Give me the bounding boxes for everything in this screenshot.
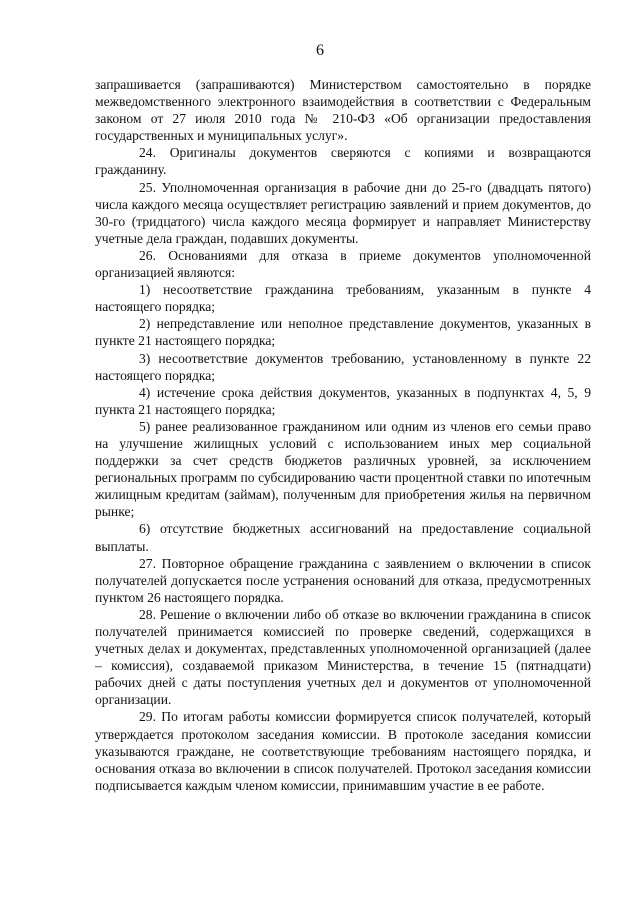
- paragraph-28: 28. Решение о включении либо об отказе во включении гражданина в список получателей принимается комиссией по проверке сведений, содержащихся в учетных делах и документах, представленных уполномоченной организацией (далее – комиссия), создаваемой приказом Министерства, в течение 15 (пятнадцати) рабочих дней с даты поступления учетных дел и документов от уполномоченной организации.: [95, 606, 591, 708]
- list-item-5: 5) ранее реализованное гражданином или одним из членов его семьи право на улучшение жилищных условий с использованием иных мер социальной поддержки за счет средств бюджетов различных уровней, за исключением региональных программ по субсидированию части процентной ставки по ипотечным жилищным кредитам (займам), полученным для приобретения жилья на первичном рынке;: [95, 418, 591, 520]
- list-item-1: 1) несоответствие гражданина требованиям, указанным в пункте 4 настоящего порядка;: [95, 282, 591, 315]
- list-item-3: 3) несоответствие документов требованию, установленному в пункте 22 настоящего порядка;: [95, 350, 591, 383]
- list-item-2: 2) непредставление или неполное представление документов, указанных в пункте 21 настоящего порядка;: [95, 316, 591, 349]
- page-number: 6: [316, 42, 324, 59]
- paragraph-29: 29. По итогам работы комиссии формируется список получателей, который утверждается протоколом заседания комиссии. В протоколе заседания комиссии указываются граждане, не соответствующие требованиям настоящего порядка, и основания отказа во включении в список получателей. Протокол заседания комиссии подписывается каждым членом комиссии, принимавшим участие в ее работе.: [95, 709, 591, 793]
- paragraph-24: 24. Оригиналы документов сверяются с копиями и возвращаются гражданину.: [95, 145, 591, 178]
- list-item-4: 4) истечение срока действия документов, указанных в подпунктах 4, 5, 9 пункта 21 настоящего порядка;: [95, 384, 591, 417]
- list-item-6: 6) отсутствие бюджетных ассигнований на предоставление социальной выплаты.: [95, 521, 591, 554]
- paragraph-25: 25. Уполномоченная организация в рабочие дни до 25-го (двадцать пятого) числа каждого месяца осуществляет регистрацию заявлений и прием документов, до 30-го (тридцатого) числа каждого месяца формирует и направляет Министерству учетные дела граждан, подавших документы.: [95, 179, 591, 246]
- document-body: [95, 76, 591, 794]
- paragraph-26: 26. Основаниями для отказа в приеме документов уполномоченной организацией являются:: [95, 247, 591, 281]
- paragraph-27: 27. Повторное обращение гражданина с заявлением о включении в список получателей допускается после устранения оснований для отказа, предусмотренных пунктом 26 настоящего порядка.: [95, 555, 591, 605]
- paragraph-23-continuation: запрашивается (запрашиваются) Министерством самостоятельно в порядке межведомственного электронного взаимодействия в соответствии с Федеральным законом от 27 июля 2010 года № 210-ФЗ «Об организации предоставления государственных и муниципальных услуг».: [95, 77, 591, 144]
